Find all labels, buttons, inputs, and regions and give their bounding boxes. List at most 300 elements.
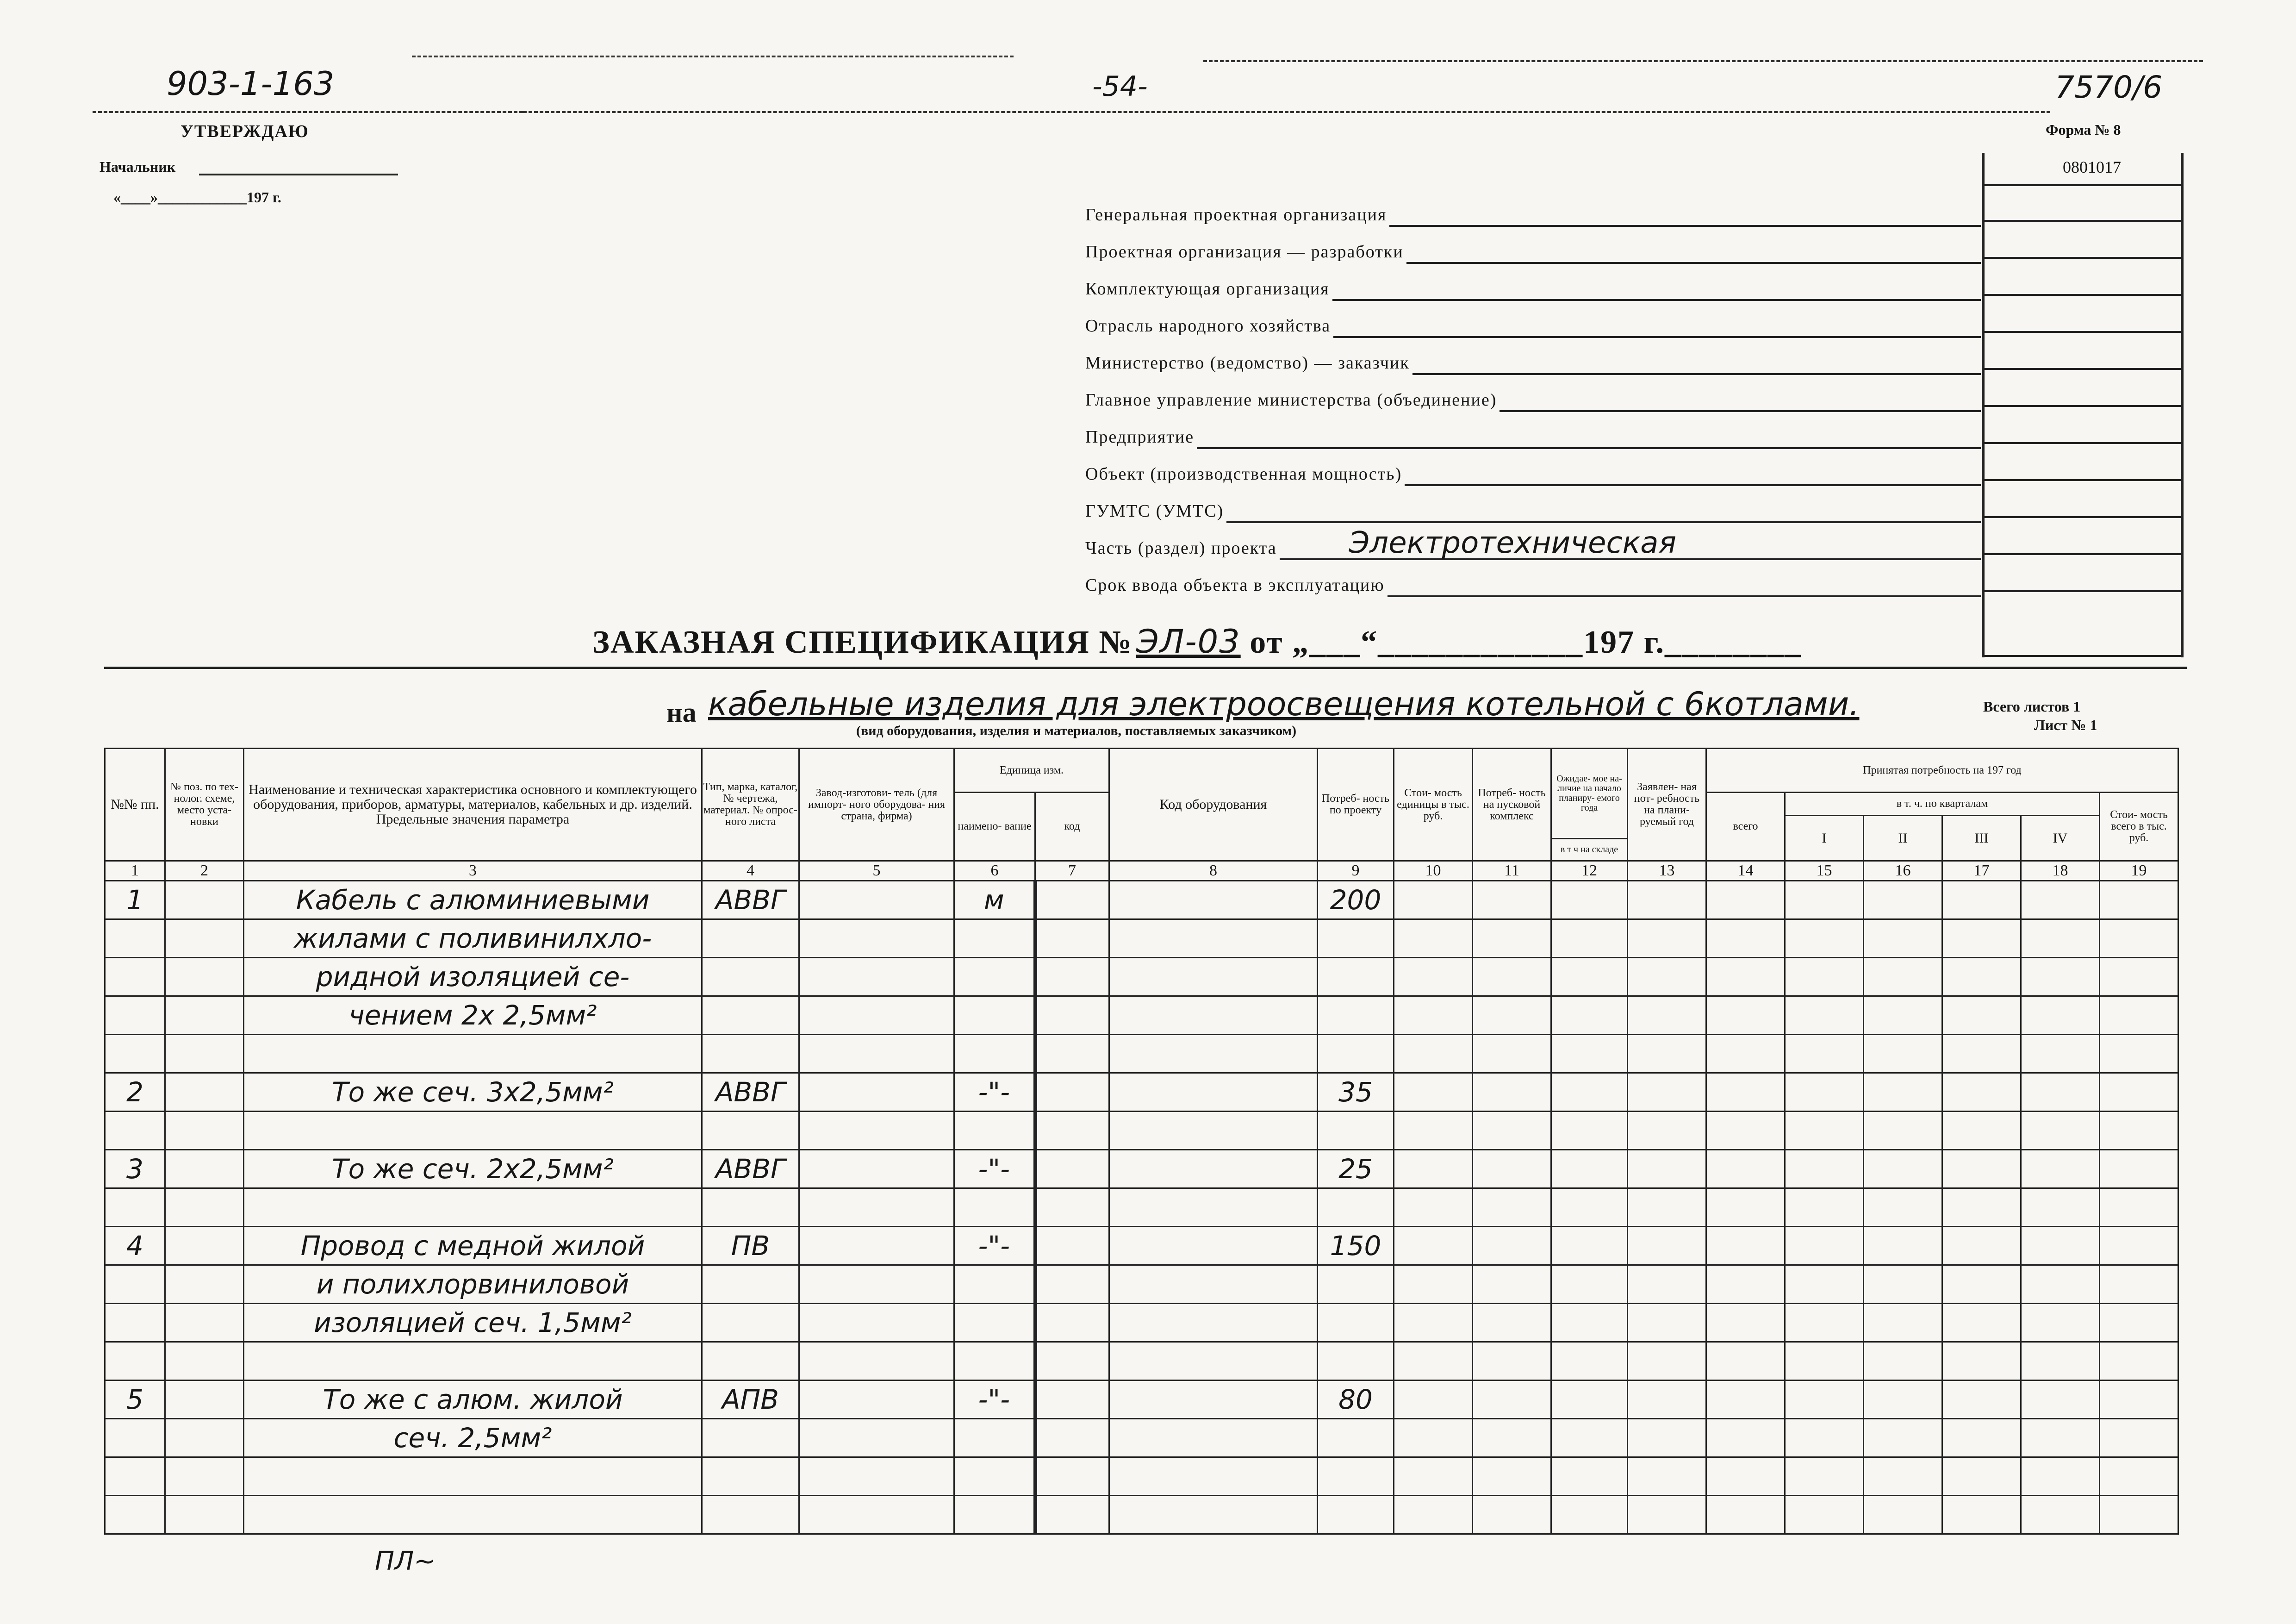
cell-equipment-code bbox=[1109, 1380, 1318, 1419]
cell-q1 bbox=[1785, 1150, 1864, 1188]
cell-declared-need bbox=[1628, 1188, 1706, 1227]
cell-q4 bbox=[2021, 1380, 2100, 1419]
cell-manufacturer bbox=[799, 1073, 954, 1112]
cell-q1 bbox=[1785, 1035, 1864, 1073]
cell-startup-need bbox=[1473, 958, 1551, 996]
cell-project-need bbox=[1318, 1304, 1394, 1342]
cell-unit-name bbox=[954, 1188, 1035, 1227]
cell-total-cost bbox=[2100, 1265, 2178, 1304]
cell-type bbox=[702, 1112, 799, 1150]
code-cell-12 bbox=[1983, 655, 2182, 657]
code-cell-4 bbox=[1983, 331, 2182, 333]
org-fill[interactable] bbox=[1333, 318, 1981, 338]
cell-project-need bbox=[1318, 919, 1394, 958]
cell-q2 bbox=[1864, 1496, 1942, 1534]
cell-q1 bbox=[1785, 1342, 1864, 1380]
cell-unit-code bbox=[1035, 1112, 1109, 1150]
cell-q4 bbox=[2021, 1188, 2100, 1227]
cell-expected-stock bbox=[1551, 881, 1628, 919]
code-cell-3 bbox=[1983, 294, 2182, 296]
cell-manufacturer bbox=[799, 996, 954, 1035]
cell-q1 bbox=[1785, 958, 1864, 996]
cell-total bbox=[1706, 1496, 1785, 1534]
cell-q3 bbox=[1942, 1265, 2021, 1304]
cell-q2 bbox=[1864, 881, 1942, 919]
header-q4: IV bbox=[2021, 816, 2100, 861]
cell-row-number bbox=[105, 1419, 165, 1457]
org-label: Предприятие bbox=[1085, 427, 1195, 447]
cell-expected-stock bbox=[1551, 1342, 1628, 1380]
code-cell-9 bbox=[1983, 516, 2182, 518]
table-row bbox=[105, 996, 2178, 1035]
org-fill[interactable] bbox=[1405, 466, 1981, 486]
header-equipment-code: Код оборудования bbox=[1109, 749, 1318, 861]
spec-date: от „___“____________197 г.________ bbox=[1250, 625, 1802, 660]
cell-type bbox=[702, 1035, 799, 1073]
org-fill[interactable] bbox=[1389, 206, 1981, 227]
cell-q1 bbox=[1785, 1496, 1864, 1534]
table-row bbox=[105, 1342, 2178, 1380]
cell-expected-stock bbox=[1551, 1265, 1628, 1304]
form-number: Форма № 8 bbox=[2046, 121, 2121, 138]
cell-position bbox=[165, 1150, 244, 1188]
cell-position bbox=[165, 1188, 244, 1227]
document-code: 903-1-163 bbox=[167, 65, 335, 103]
table-row bbox=[105, 1380, 2178, 1419]
header-total-cost: Стои- мость всего в тыс. руб. bbox=[2100, 793, 2178, 861]
column-number: 17 bbox=[1942, 861, 2021, 881]
cell-total-cost bbox=[2100, 1188, 2178, 1227]
cell-unit-name bbox=[954, 1457, 1035, 1496]
cell-q4 bbox=[2021, 1496, 2100, 1534]
cell-total-cost bbox=[2100, 958, 2178, 996]
header-declared-need: Заявлен- ная пот- ребность на плани- руемый год bbox=[1628, 749, 1706, 861]
table-row bbox=[105, 919, 2178, 958]
cell-unit-name: -"- bbox=[954, 1227, 1035, 1265]
cell-startup-need bbox=[1473, 1073, 1551, 1112]
header-accepted-need: Принятая потребность на 197 год bbox=[1706, 749, 2178, 793]
cell-q3 bbox=[1942, 919, 2021, 958]
org-fill[interactable] bbox=[1388, 577, 1981, 597]
cell-total bbox=[1706, 1112, 1785, 1150]
cell-position bbox=[165, 1457, 244, 1496]
cell-unit-name bbox=[954, 1342, 1035, 1380]
cell-q3 bbox=[1942, 1188, 2021, 1227]
cell-declared-need bbox=[1628, 919, 1706, 958]
org-fill[interactable] bbox=[1412, 355, 1981, 375]
cell-position bbox=[165, 1380, 244, 1419]
cell-name: сеч. 2,5мм² bbox=[244, 1419, 702, 1457]
org-row-design bbox=[1085, 236, 1981, 264]
cell-expected-stock bbox=[1551, 1035, 1628, 1073]
cell-name bbox=[244, 1342, 702, 1380]
org-label: Объект (производственная мощность) bbox=[1085, 464, 1402, 484]
cell-total bbox=[1706, 1073, 1785, 1112]
org-fill[interactable] bbox=[1280, 526, 1981, 560]
cell-row-number: 1 bbox=[105, 881, 165, 919]
cell-name: То же сеч. 3х2,5мм² bbox=[244, 1073, 702, 1112]
cell-q3 bbox=[1942, 1457, 2021, 1496]
form-code: 0801017 bbox=[2063, 158, 2121, 176]
cell-unit-code bbox=[1035, 958, 1109, 996]
chief-signature-line bbox=[199, 174, 398, 175]
cell-expected-stock bbox=[1551, 958, 1628, 996]
cell-unit-cost bbox=[1394, 1419, 1473, 1457]
cell-equipment-code bbox=[1109, 1265, 1318, 1304]
column-number: 19 bbox=[2100, 861, 2178, 881]
table-row bbox=[105, 1227, 2178, 1265]
cell-name: и полихлорвиниловой bbox=[244, 1265, 702, 1304]
code-cell-5 bbox=[1983, 368, 2182, 370]
org-label: Срок ввода объекта в эксплуатацию bbox=[1085, 575, 1385, 595]
cell-q4 bbox=[2021, 1035, 2100, 1073]
header-dashed-rule bbox=[93, 111, 523, 113]
cell-q4 bbox=[2021, 1419, 2100, 1457]
cell-total-cost bbox=[2100, 881, 2178, 919]
table-row bbox=[105, 1073, 2178, 1112]
cell-q1 bbox=[1785, 1419, 1864, 1457]
cell-declared-need bbox=[1628, 1419, 1706, 1457]
cell-q4 bbox=[2021, 881, 2100, 919]
cell-equipment-code bbox=[1109, 1342, 1318, 1380]
cell-manufacturer bbox=[799, 1035, 954, 1073]
cell-manufacturer bbox=[799, 1304, 954, 1342]
cell-manufacturer bbox=[799, 881, 954, 919]
cell-total bbox=[1706, 1265, 1785, 1304]
cell-row-number bbox=[105, 1496, 165, 1534]
code-cell-8 bbox=[1983, 479, 2182, 481]
org-label: Проектная организация — разработки bbox=[1085, 242, 1404, 262]
cell-q1 bbox=[1785, 1073, 1864, 1112]
cell-project-need bbox=[1318, 1112, 1394, 1150]
cell-q2 bbox=[1864, 1035, 1942, 1073]
org-row-gumts bbox=[1085, 495, 1981, 523]
cell-expected-stock bbox=[1551, 1112, 1628, 1150]
cell-q4 bbox=[2021, 1342, 2100, 1380]
cell-startup-need bbox=[1473, 1342, 1551, 1380]
table-row bbox=[105, 1112, 2178, 1150]
spec-title-text: ЗАКАЗНАЯ СПЕЦИФИКАЦИЯ № bbox=[592, 625, 1132, 660]
cell-q4 bbox=[2021, 996, 2100, 1035]
cell-row-number bbox=[105, 1035, 165, 1073]
cell-unit-name bbox=[954, 1035, 1035, 1073]
cell-position bbox=[165, 958, 244, 996]
cell-startup-need bbox=[1473, 919, 1551, 958]
cell-equipment-code bbox=[1109, 919, 1318, 958]
cell-total-cost bbox=[2100, 919, 2178, 958]
cell-project-need bbox=[1318, 1419, 1394, 1457]
org-label: Главное управление министерства (объединение) bbox=[1085, 390, 1497, 410]
cell-unit-name: -"- bbox=[954, 1380, 1035, 1419]
cell-unit-name bbox=[954, 996, 1035, 1035]
cell-name bbox=[244, 1496, 702, 1534]
cell-q2 bbox=[1864, 1188, 1942, 1227]
cell-type bbox=[702, 1304, 799, 1342]
cell-q1 bbox=[1785, 1380, 1864, 1419]
cell-unit-code bbox=[1035, 1073, 1109, 1112]
header-quarters: в т. ч. по кварталам bbox=[1785, 793, 2100, 816]
org-fill[interactable] bbox=[1500, 392, 1981, 412]
cell-position bbox=[165, 1265, 244, 1304]
cell-declared-need bbox=[1628, 1342, 1706, 1380]
column-number: 3 bbox=[244, 861, 702, 881]
code-cell-2 bbox=[1983, 257, 2182, 259]
cell-q3 bbox=[1942, 881, 2021, 919]
cell-q1 bbox=[1785, 1457, 1864, 1496]
org-label: ГУМТС (УМТС) bbox=[1085, 501, 1224, 521]
cell-unit-cost bbox=[1394, 1342, 1473, 1380]
cell-unit-code bbox=[1035, 919, 1109, 958]
cell-row-number bbox=[105, 1342, 165, 1380]
header-startup-need: Потреб- ность на пусковой комплекс bbox=[1473, 749, 1551, 861]
cell-q2 bbox=[1864, 1265, 1942, 1304]
cell-equipment-code bbox=[1109, 1304, 1318, 1342]
cell-project-need: 150 bbox=[1318, 1227, 1394, 1265]
cell-declared-need bbox=[1628, 996, 1706, 1035]
cell-q2 bbox=[1864, 1227, 1942, 1265]
cell-declared-need bbox=[1628, 1227, 1706, 1265]
cell-unit-cost bbox=[1394, 1035, 1473, 1073]
sheet-code: 7570/6 bbox=[2055, 69, 2163, 105]
header-top-dashed-rule bbox=[412, 56, 1014, 57]
cell-manufacturer bbox=[799, 1419, 954, 1457]
cell-total bbox=[1706, 958, 1785, 996]
cell-startup-need bbox=[1473, 1380, 1551, 1419]
cell-equipment-code bbox=[1109, 1457, 1318, 1496]
cell-total-cost bbox=[2100, 1073, 2178, 1112]
header-dashed-rule-right bbox=[523, 111, 2050, 113]
cell-q3 bbox=[1942, 1342, 2021, 1380]
code-cell-10 bbox=[1983, 553, 2182, 555]
cell-type bbox=[702, 958, 799, 996]
code-cell-11 bbox=[1983, 590, 2182, 592]
org-row-object bbox=[1085, 458, 1981, 486]
cell-total-cost bbox=[2100, 1457, 2178, 1496]
cell-startup-need bbox=[1473, 881, 1551, 919]
cell-name bbox=[244, 1112, 702, 1150]
cell-unit-cost bbox=[1394, 1227, 1473, 1265]
cell-unit-code bbox=[1035, 1342, 1109, 1380]
cell-type: АПВ bbox=[702, 1380, 799, 1419]
cell-expected-stock bbox=[1551, 919, 1628, 958]
org-label: Генеральная проектная организация bbox=[1085, 205, 1387, 225]
cell-q1 bbox=[1785, 1112, 1864, 1150]
column-number: 4 bbox=[702, 861, 799, 881]
cell-project-need bbox=[1318, 996, 1394, 1035]
cell-total-cost bbox=[2100, 1035, 2178, 1073]
org-row-ministry bbox=[1085, 347, 1981, 375]
cell-unit-code bbox=[1035, 1150, 1109, 1188]
header-type: Тип, марка, каталог, № чертежа, материал. № опрос- ного листа bbox=[702, 749, 799, 861]
page-number: -54- bbox=[1092, 70, 1148, 103]
cell-name bbox=[244, 1457, 702, 1496]
cell-equipment-code bbox=[1109, 958, 1318, 996]
code-cell-0 bbox=[1983, 184, 2182, 186]
column-number-row bbox=[105, 861, 2178, 881]
cell-q3 bbox=[1942, 1380, 2021, 1419]
cell-total bbox=[1706, 996, 1785, 1035]
cell-expected-stock bbox=[1551, 996, 1628, 1035]
table-row bbox=[105, 1457, 2178, 1496]
table-row bbox=[105, 1035, 2178, 1073]
cell-total bbox=[1706, 1342, 1785, 1380]
header-total: всего bbox=[1706, 793, 1785, 861]
cell-name: ридной изоляцией се- bbox=[244, 958, 702, 996]
org-fill[interactable] bbox=[1197, 429, 1981, 449]
cell-q2 bbox=[1864, 1457, 1942, 1496]
cell-declared-need bbox=[1628, 1304, 1706, 1342]
cell-project-need: 25 bbox=[1318, 1150, 1394, 1188]
cell-unit-code bbox=[1035, 1227, 1109, 1265]
cell-project-need: 80 bbox=[1318, 1380, 1394, 1419]
column-number: 8 bbox=[1109, 861, 1318, 881]
cell-q3 bbox=[1942, 958, 2021, 996]
cell-declared-need bbox=[1628, 1150, 1706, 1188]
cell-startup-need bbox=[1473, 1419, 1551, 1457]
cell-row-number bbox=[105, 1112, 165, 1150]
column-number: 9 bbox=[1318, 861, 1394, 881]
cell-position bbox=[165, 919, 244, 958]
org-label: Министерство (ведомство) — заказчик bbox=[1085, 353, 1410, 373]
cell-expected-stock bbox=[1551, 1419, 1628, 1457]
cell-total bbox=[1706, 1457, 1785, 1496]
cell-unit-code bbox=[1035, 1304, 1109, 1342]
cell-total-cost bbox=[2100, 996, 2178, 1035]
signature-mark: ПЛ~ bbox=[375, 1546, 436, 1576]
table-row bbox=[105, 881, 2178, 919]
cell-unit-cost bbox=[1394, 1380, 1473, 1419]
cell-q1 bbox=[1785, 996, 1864, 1035]
cell-startup-need bbox=[1473, 996, 1551, 1035]
cell-unit-cost bbox=[1394, 996, 1473, 1035]
cell-total bbox=[1706, 1227, 1785, 1265]
cell-q4 bbox=[2021, 1150, 2100, 1188]
org-fill[interactable] bbox=[1332, 281, 1981, 301]
cell-equipment-code bbox=[1109, 1419, 1318, 1457]
cell-equipment-code bbox=[1109, 1073, 1318, 1112]
cell-expected-stock bbox=[1551, 1304, 1628, 1342]
cell-name: изоляцией сеч. 1,5мм² bbox=[244, 1304, 702, 1342]
header-unit: Единица изм. bbox=[954, 749, 1109, 793]
cell-unit-cost bbox=[1394, 1496, 1473, 1534]
org-fill[interactable] bbox=[1406, 244, 1981, 264]
on-label: на bbox=[666, 697, 697, 728]
cell-manufacturer bbox=[799, 1265, 954, 1304]
cell-unit-cost bbox=[1394, 1073, 1473, 1112]
cell-type: АВВГ bbox=[702, 881, 799, 919]
chief-label: Начальник bbox=[100, 158, 176, 175]
cell-q4 bbox=[2021, 919, 2100, 958]
header-row-number: №№ пп. bbox=[105, 749, 165, 861]
cell-total-cost bbox=[2100, 1496, 2178, 1534]
cell-q3 bbox=[1942, 1150, 2021, 1188]
code-cell-1 bbox=[1983, 220, 2182, 222]
sheet-number: Лист № 1 bbox=[2034, 717, 2097, 733]
header-q1: I bbox=[1785, 816, 1864, 861]
cell-unit-code bbox=[1035, 1457, 1109, 1496]
cell-position bbox=[165, 1112, 244, 1150]
cell-q2 bbox=[1864, 1342, 1942, 1380]
cell-q2 bbox=[1864, 1073, 1942, 1112]
cell-q2 bbox=[1864, 958, 1942, 996]
cell-q4 bbox=[2021, 1304, 2100, 1342]
cell-q2 bbox=[1864, 919, 1942, 958]
cell-q2 bbox=[1864, 1112, 1942, 1150]
cell-unit-name bbox=[954, 1304, 1035, 1342]
cell-position bbox=[165, 1073, 244, 1112]
cell-name: жилами с поливинилхло- bbox=[244, 919, 702, 958]
approve-label: УТВЕРЖДАЮ bbox=[180, 122, 309, 141]
code-cell-6 bbox=[1983, 405, 2182, 407]
column-number: 11 bbox=[1473, 861, 1551, 881]
cell-project-need bbox=[1318, 1496, 1394, 1534]
cell-type bbox=[702, 1496, 799, 1534]
org-fill[interactable] bbox=[1226, 503, 1981, 523]
cell-name: Провод с медной жилой bbox=[244, 1227, 702, 1265]
cell-total bbox=[1706, 1150, 1785, 1188]
table-row bbox=[105, 1188, 2178, 1227]
cell-unit-code bbox=[1035, 1380, 1109, 1419]
cell-q4 bbox=[2021, 1227, 2100, 1265]
cell-unit-name: м bbox=[954, 881, 1035, 919]
cell-unit-cost bbox=[1394, 919, 1473, 958]
cell-unit-name: -"- bbox=[954, 1150, 1035, 1188]
equipment-kind-caption: (вид оборудования, изделия и материалов, поставляемых заказчиком) bbox=[856, 723, 1297, 738]
cell-equipment-code bbox=[1109, 1227, 1318, 1265]
cell-manufacturer bbox=[799, 1188, 954, 1227]
column-number: 6 bbox=[954, 861, 1035, 881]
cell-unit-name bbox=[954, 1265, 1035, 1304]
cell-type bbox=[702, 1457, 799, 1496]
cell-unit-cost bbox=[1394, 1150, 1473, 1188]
org-row-industry bbox=[1085, 310, 1981, 338]
cell-q1 bbox=[1785, 1304, 1864, 1342]
cell-type: АВВГ bbox=[702, 1073, 799, 1112]
cell-position bbox=[165, 881, 244, 919]
cell-manufacturer bbox=[799, 1380, 954, 1419]
cell-row-number bbox=[105, 1457, 165, 1496]
cell-expected-stock bbox=[1551, 1073, 1628, 1112]
cell-manufacturer bbox=[799, 1227, 954, 1265]
cell-declared-need bbox=[1628, 1265, 1706, 1304]
cell-expected-stock bbox=[1551, 1457, 1628, 1496]
cell-unit-name bbox=[954, 1496, 1035, 1534]
cell-equipment-code bbox=[1109, 1150, 1318, 1188]
cell-unit-cost bbox=[1394, 1265, 1473, 1304]
cell-name: То же сеч. 2х2,5мм² bbox=[244, 1150, 702, 1188]
cell-manufacturer bbox=[799, 958, 954, 996]
table-row bbox=[105, 1419, 2178, 1457]
cell-type bbox=[702, 1342, 799, 1380]
cell-row-number bbox=[105, 996, 165, 1035]
cell-expected-stock bbox=[1551, 1496, 1628, 1534]
cell-unit-name bbox=[954, 1419, 1035, 1457]
cell-total-cost bbox=[2100, 1380, 2178, 1419]
org-row-main-department bbox=[1085, 384, 1981, 412]
cell-type bbox=[702, 1265, 799, 1304]
cell-unit-code bbox=[1035, 1496, 1109, 1534]
header-top-dashed-rule-right bbox=[1203, 60, 2203, 62]
cell-row-number bbox=[105, 1304, 165, 1342]
table-row bbox=[105, 1496, 2178, 1534]
cell-declared-need bbox=[1628, 1035, 1706, 1073]
cell-q3 bbox=[1942, 1035, 2021, 1073]
cell-project-need bbox=[1318, 1265, 1394, 1304]
cell-row-number: 5 bbox=[105, 1380, 165, 1419]
cell-manufacturer bbox=[799, 1457, 954, 1496]
cell-position bbox=[165, 1035, 244, 1073]
cell-q3 bbox=[1942, 1227, 2021, 1265]
